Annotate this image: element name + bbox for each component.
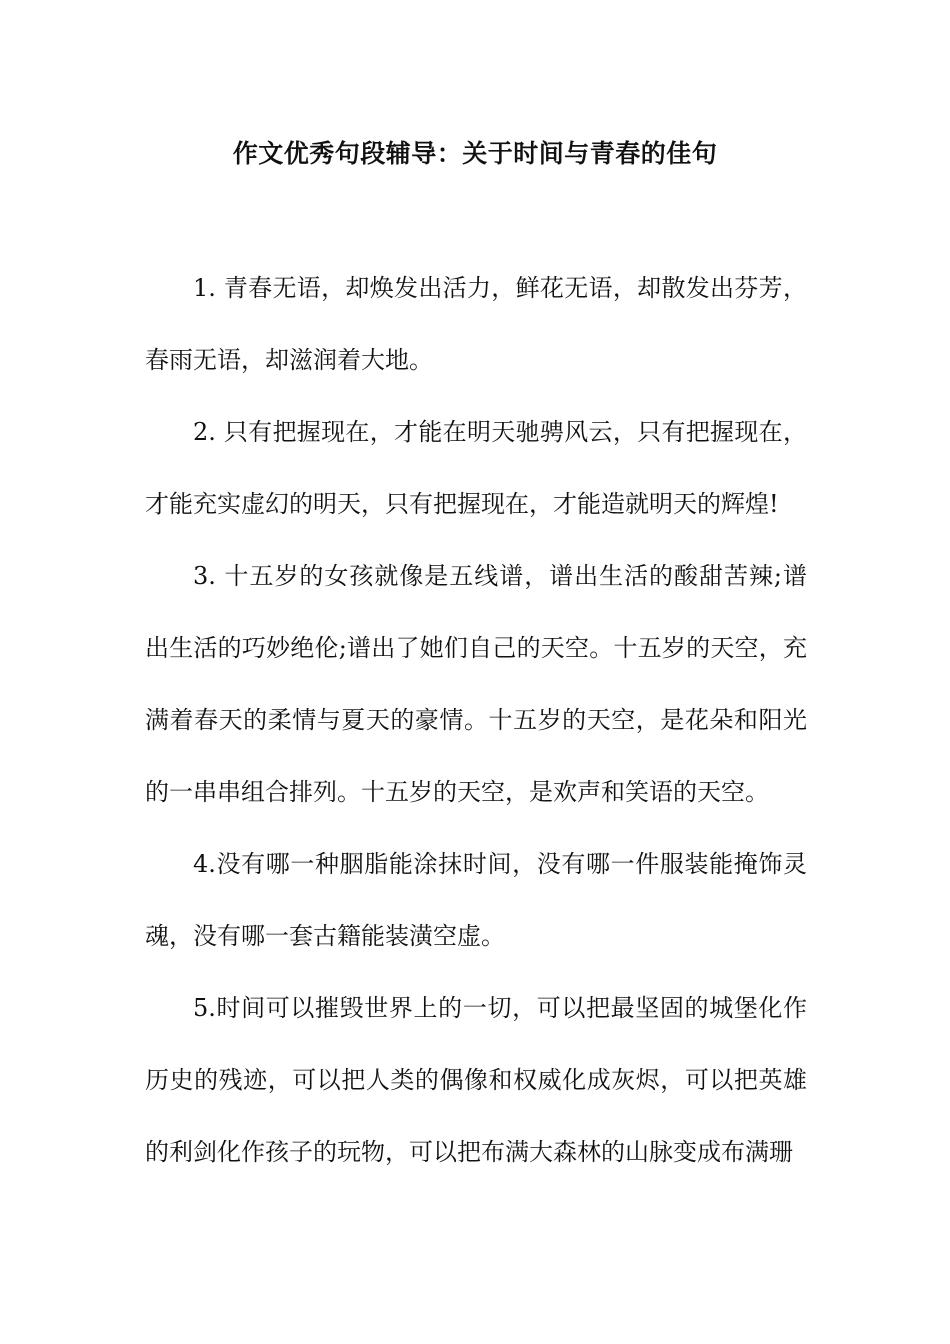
paragraph-3: 3. 十五岁的女孩就像是五线谱，谱出生活的酸甜苦辣;谱出生活的巧妙绝伦;谱出了她们自己的天空。十五岁的天空，充满着春天的柔情与夏天的豪情。十五岁的天空，是花朵和阳光的一串串组合排列。十五岁的天空，是欢声和笑语的天空。 [145,562,807,806]
document-body [145,252,807,1188]
paragraph-5: 5.时间可以摧毁世界上的一切，可以把最坚固的城堡化作历史的残迹，可以把人类的偶像和权威化成灰烬，可以把英雄的利剑化作孩子的玩物，可以把布满大森林的山脉变成布满珊 [145,994,807,1166]
paragraph-1: 1. 青春无语，却焕发出活力，鲜花无语，却散发出芬芳，春雨无语，却滋润着大地。 [145,274,807,374]
paragraph-2: 2. 只有把握现在，才能在明天驰骋风云，只有把握现在，才能充实虚幻的明天，只有把握现在，才能造就明天的辉煌! [145,418,807,518]
paragraph-4: 4.没有哪一种胭脂能涂抹时间，没有哪一件服装能掩饰灵魂，没有哪一套古籍能装潢空虚。 [145,850,807,950]
document-title: 作文优秀句段辅导：关于时间与青春的佳句 [232,139,718,168]
